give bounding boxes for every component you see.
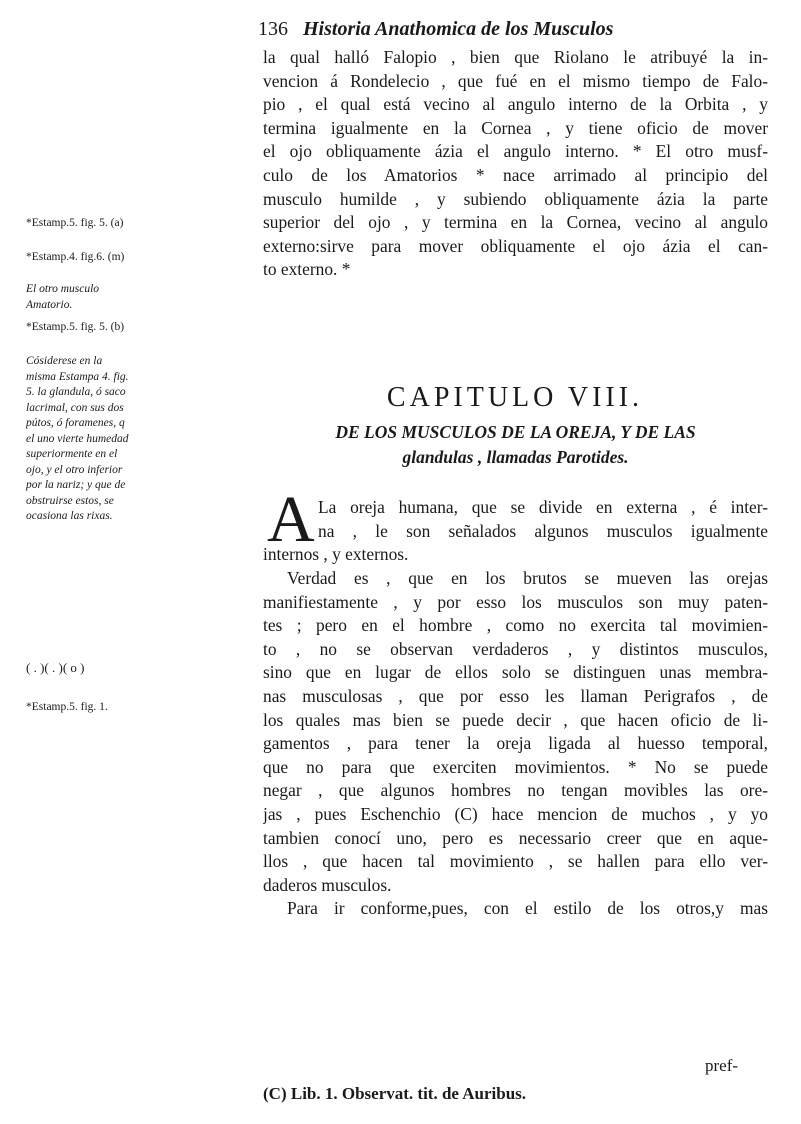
- text-line: superior del ojo , y termina en la Cornea, vecino al angulo: [263, 212, 768, 233]
- drop-cap: A: [267, 483, 315, 556]
- footnote: (C) Lib. 1. Observat. tit. de Auribus.: [263, 1084, 527, 1103]
- page-number: 136: [258, 18, 288, 40]
- text-line: tambien conocí uno, pero es necessario creer que en aque-: [263, 827, 768, 848]
- text-line: Para ir conforme,pues, con el estilo de los otros,y mas: [287, 898, 768, 919]
- margin-note-6: [26, 660, 130, 676]
- text-line: el ojo obliquamente ázia el angulo interno. * El otro musf-: [263, 141, 768, 162]
- text-line: gamentos , para tener la oreja ligada al huesso temporal,: [263, 733, 768, 754]
- running-title: Historia Anathomica de los Musculos: [303, 18, 614, 40]
- running-header: [258, 18, 613, 41]
- chapter-subtitle-line-1: DE LOS MUSCULOS DE LA OREJA, Y DE LAS: [335, 422, 696, 442]
- paragraph-2-rest: [263, 543, 768, 567]
- catchword: pref-: [705, 1056, 739, 1075]
- text-line: que no para que exerciten movimientos. * No se puede: [263, 756, 768, 777]
- text-line: manifiestamente , y por esso los musculos son muy paten-: [263, 591, 768, 612]
- chapter-subtitle-line-2: glandulas , llamadas Parotides.: [402, 447, 629, 467]
- margin-note-7: [26, 700, 130, 716]
- chapter-title: CAPITULO VIII.: [386, 382, 644, 413]
- text-line: La oreja humana, que se divide en externa , é inter-: [318, 497, 768, 517]
- text-line: llos , que hacen tal movimiento , se hallen para ello ver-: [263, 851, 768, 872]
- text-line: Verdad es , que en los brutos se mueven las orejas: [287, 568, 768, 588]
- text-line: internos , y externos.: [263, 544, 409, 564]
- margin-ref: *Estamp.5. fig. 5. (b): [26, 321, 125, 333]
- chapter-subtitle: [263, 420, 768, 470]
- paragraph-2-first-lines: [318, 496, 768, 543]
- margin-ref: *Estamp.5. fig. 5. (a): [26, 217, 124, 229]
- margin-text: El otro musculo Amatorio.: [26, 283, 100, 311]
- text-line: to , no se observan verdaderos , y distintos musculos,: [263, 638, 768, 659]
- text-line: pio , el qual está vecino al angulo interno de la Orbita , y: [263, 94, 768, 115]
- paragraph-3: [263, 567, 768, 921]
- margin-note-3: [26, 282, 130, 313]
- text-line: to externo. *: [263, 259, 351, 280]
- text-line: la qual halló Falopio , bien que Riolano le atribuyé la in-: [263, 47, 768, 67]
- text-line: externo:sirve para mover obliquamente el ojo ázia el can-: [263, 235, 768, 256]
- text-line: nas musculosas , que por esso les llaman Perigrafos , de: [263, 685, 768, 706]
- margin-note-1: [26, 216, 130, 232]
- margin-ref: *Estamp.4. fig.6. (m): [26, 251, 125, 263]
- text-line: sino que en lugar de ellos solo se distinguen unas membra-: [263, 662, 768, 683]
- text-line: los quales mas bien se puede decir , que hacen oficio de li-: [263, 709, 768, 730]
- text-line: musculo humilde , y subiendo obliquamente ázia la parte: [263, 188, 768, 209]
- margin-text: Cósiderese en la misma Estampa 4. fig. 5. la glandula, ó saco lacrimal, con sus dos pútos, ó foramenes, q el uno vierte humedad superiormente en el ojo, y el otro inferior por la nariz; y que de obstruirse estos, se ocasiona las rixas.: [26, 355, 129, 522]
- text-line: na , le son señalados algunos musculos igualmente: [318, 520, 768, 541]
- margin-ornament: ( . )( . )( o ): [26, 660, 85, 675]
- text-line: tes ; pero en el hombre , como no exercita tal movimien-: [263, 615, 768, 636]
- text-line: jas , pues Eschenchio (C) hace mencion de muchos , y yo: [263, 803, 768, 824]
- margin-note-4: [26, 320, 130, 336]
- text-line: vencion á Rondelecio , que fué en el mismo tiempo de Falo-: [263, 70, 768, 91]
- text-line: negar , que algunos hombres no tengan movibles las ore-: [263, 780, 768, 801]
- paragraph-1: [263, 46, 768, 282]
- margin-note-5: [26, 354, 130, 525]
- text-line: culo de los Amatorios * nace arrimado al principio del: [263, 164, 768, 185]
- margin-note-2: [26, 250, 130, 266]
- margin-ref: *Estamp.5. fig. 1.: [26, 701, 108, 713]
- text-line: termina igualmente en la Cornea , y tiene oficio de mover: [263, 117, 768, 138]
- text-line: daderos musculos.: [263, 874, 392, 895]
